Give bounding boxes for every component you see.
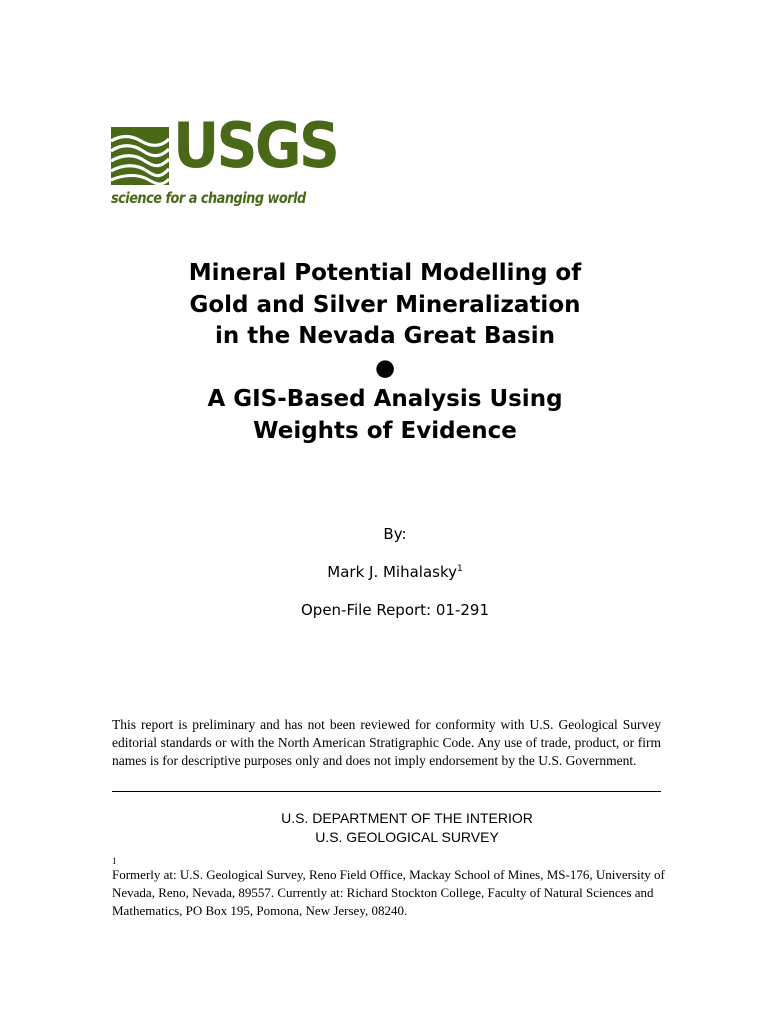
disclaimer-text: This report is preliminary and has not been reviewed for conformity with U.S. Geological Survey editorial standards or with the North American Stratigraphic Code. Any use of trade, product, or firm names is for descriptive purposes only and does not imply endorsement by the U.S. Government. xyxy=(112,717,661,768)
footnote-text: Formerly at: U.S. Geological Survey, Reno Field Office, Mackay School of Mines, MS-176, University of Nevada, Reno, Nevada, 89557. Currently at: Richard Stockton College, Faculty of Natural Sciences and Mathematics, PO Box 195, Pomona, New Jersey, 08240. xyxy=(112,867,665,918)
title-line: A GIS-Based Analysis Using xyxy=(207,386,563,412)
author-footnote-mark: 1 xyxy=(457,564,463,574)
report-title xyxy=(100,258,670,447)
divider xyxy=(112,791,661,792)
author-block xyxy=(100,524,690,638)
usgs-logo xyxy=(111,109,338,213)
footnote-mark: 1 xyxy=(112,856,117,866)
author-line xyxy=(100,562,690,582)
title-line: in the Nevada Great Basin xyxy=(215,323,555,349)
report-number: Open-File Report: 01-291 xyxy=(300,601,490,619)
title-bullet: ● xyxy=(374,354,396,381)
survey-line: U.S. GEOLOGICAL SURVEY xyxy=(315,829,499,845)
title-line: Gold and Silver Mineralization xyxy=(189,291,581,318)
department-line: U.S. DEPARTMENT OF THE INTERIOR xyxy=(281,810,533,826)
author-name: Mark J. Mihalasky xyxy=(327,563,457,581)
usgs-wave-icon xyxy=(111,127,169,185)
logo-wordmark: USGS xyxy=(173,109,338,182)
title-line: Mineral Potential Modelling of xyxy=(188,260,582,286)
footnote xyxy=(112,857,672,920)
logo-tagline: science for a changing world xyxy=(111,189,306,207)
department-block xyxy=(112,809,702,847)
title-line: Weights of Evidence xyxy=(253,417,517,444)
by-label: By: xyxy=(383,525,407,543)
